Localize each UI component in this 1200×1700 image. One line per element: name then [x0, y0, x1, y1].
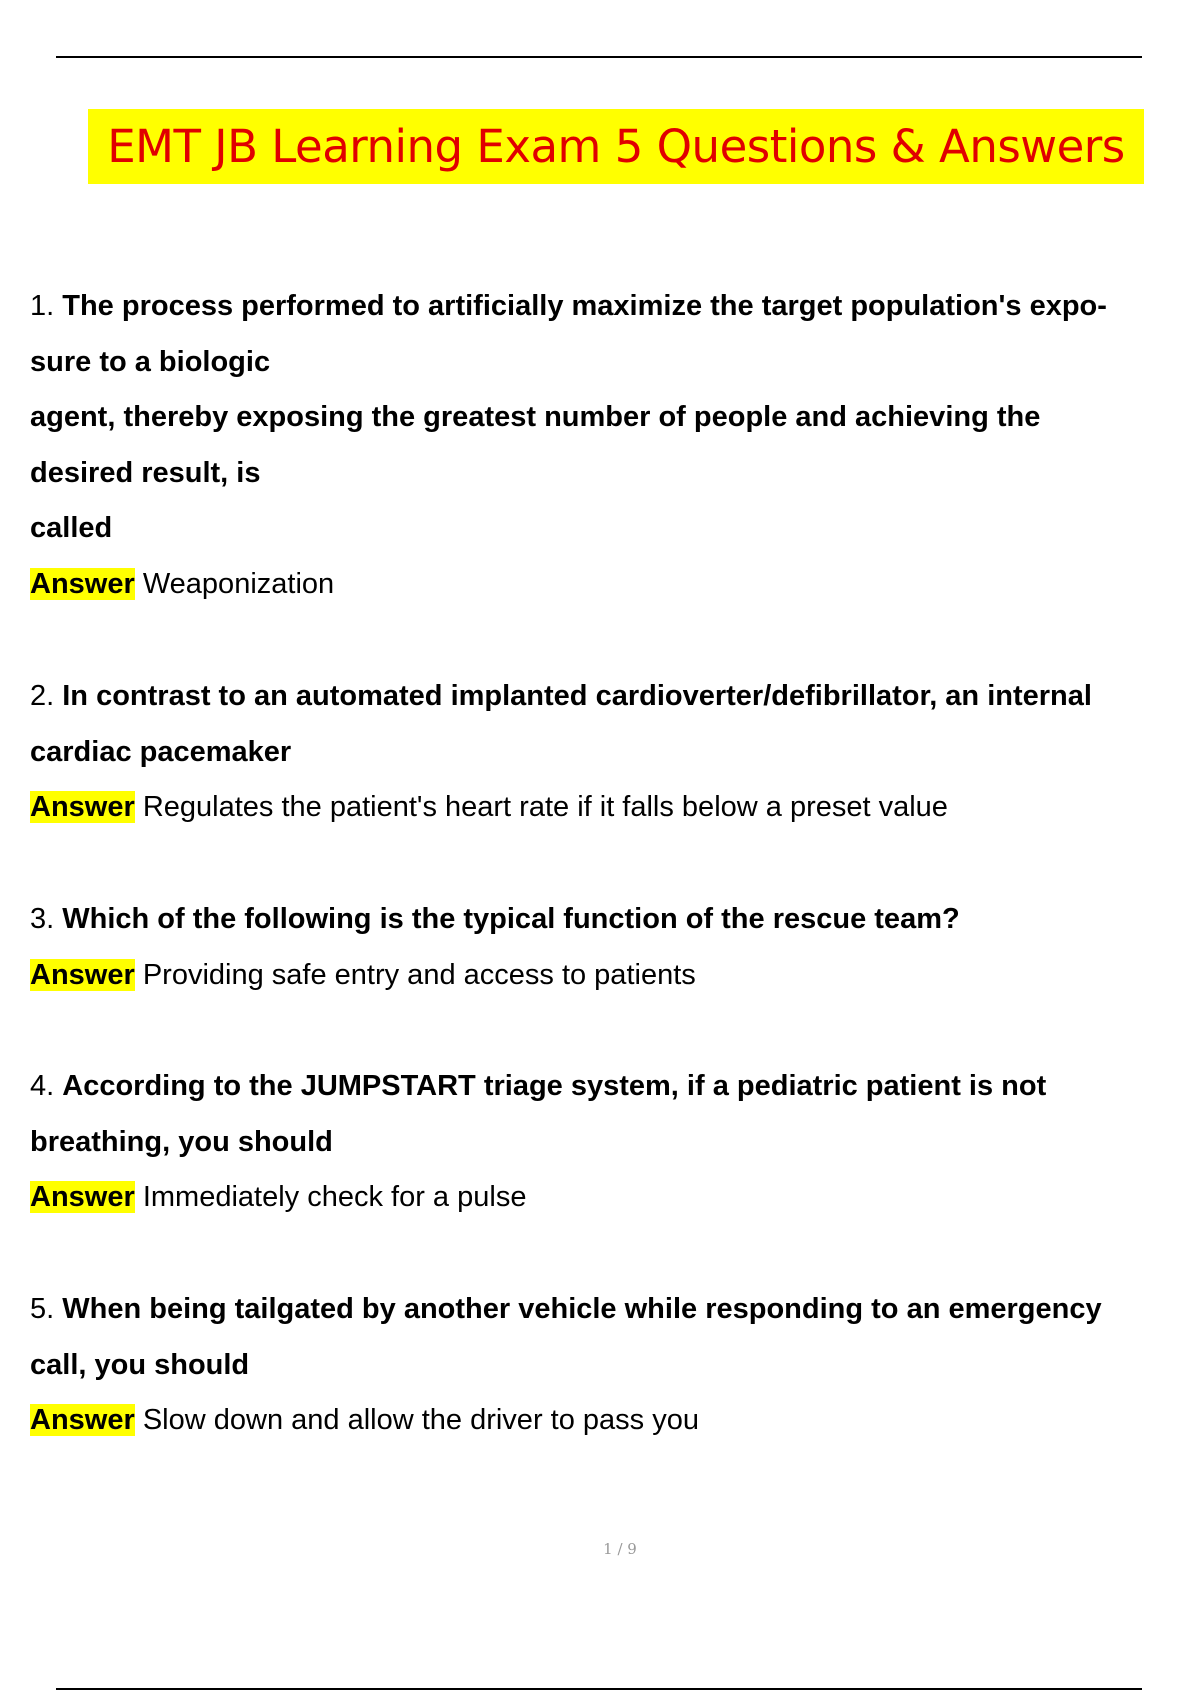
question-block-2 [30, 669, 1198, 836]
answer-text: Immediately check for a pulse [142, 1181, 527, 1213]
answer-label: Answer [30, 958, 135, 991]
question-number: 3. [30, 903, 55, 935]
question-line [30, 1059, 1198, 1115]
answer-text: Regulates the patient's heart rate if it falls below a preset value [142, 791, 948, 823]
question-text: The process performed to artificially maximize the target population's expo- [62, 290, 1107, 322]
question-text: Which of the following is the typical function of the rescue team? [62, 903, 960, 935]
question-text: sure to a biologic [30, 345, 271, 378]
title-highlight [88, 109, 1144, 184]
bottom-divider [56, 1688, 1142, 1690]
answer-row [30, 1393, 1198, 1449]
answer-text: Slow down and allow the driver to pass you [142, 1404, 699, 1436]
page-title: EMT JB Learning Exam 5 Questions & Answers [107, 120, 1125, 173]
answer-row [30, 780, 1198, 836]
question-text: agent, thereby exposing the greatest number of people and achieving the [30, 401, 1041, 433]
answer-label: Answer [30, 567, 135, 600]
question-text: cardiac pacemaker [30, 735, 292, 768]
question-line [30, 279, 1198, 335]
answer-row [30, 1170, 1198, 1226]
top-divider [56, 56, 1142, 58]
question-block-3 [30, 892, 1198, 1003]
question-line [30, 892, 1198, 948]
question-number: 2. [30, 680, 55, 712]
question-text: called [30, 512, 113, 544]
question-text: call, you should [30, 1348, 250, 1381]
question-line [30, 669, 1198, 725]
answer-text: Providing safe entry and access to patients [142, 958, 696, 991]
question-number: 5. [30, 1293, 55, 1325]
question-block-4 [30, 1059, 1198, 1226]
question-text: breathing, you should [30, 1125, 333, 1158]
question-block-5 [30, 1282, 1198, 1449]
answer-label: Answer [30, 1181, 135, 1213]
question-text: In contrast to an automated implanted cardioverter/defibrillator, an internal [62, 680, 1092, 712]
question-number: 1. [30, 290, 55, 322]
answer-label: Answer [30, 1404, 135, 1436]
question-number: 4. [30, 1070, 55, 1102]
question-block-1 [30, 279, 1198, 612]
question-line [30, 1282, 1198, 1338]
answer-label: Answer [30, 791, 135, 823]
question-text: desired result, is [30, 456, 261, 489]
answer-row [30, 557, 1198, 613]
answer-text: Weaponization [142, 567, 335, 600]
answer-row [30, 948, 1198, 1004]
question-text: When being tailgated by another vehicle while responding to an emergency [62, 1293, 1102, 1325]
question-text: According to the JUMPSTART triage system, if a pediatric patient is not [62, 1070, 1047, 1102]
page-number: 1 / 9 [603, 1540, 637, 1558]
